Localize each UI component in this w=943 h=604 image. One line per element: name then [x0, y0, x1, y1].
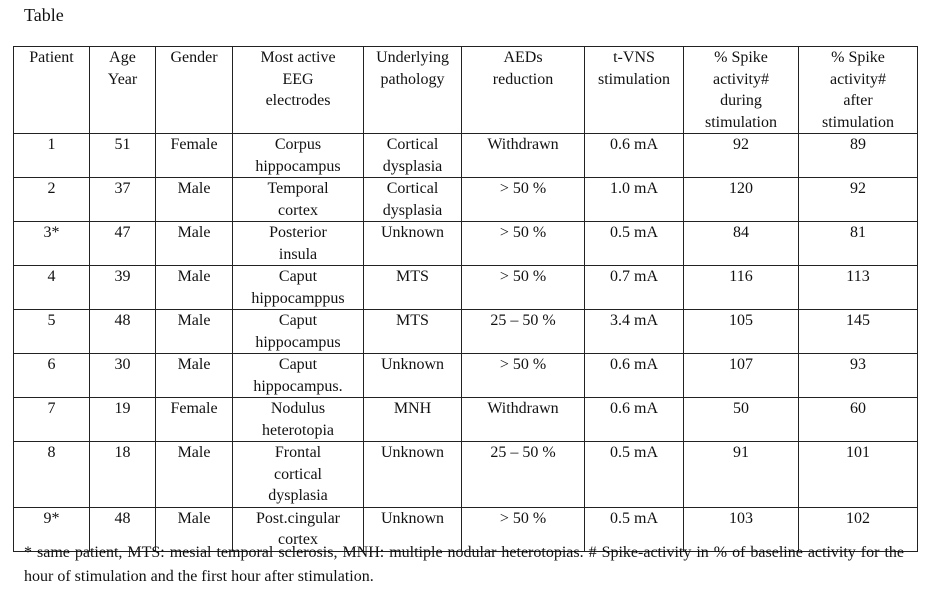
- table-cell: [684, 354, 799, 398]
- table-row: [14, 222, 918, 266]
- table-cell: [462, 442, 585, 508]
- cell-line: stimulation: [822, 113, 894, 131]
- table-cell: [14, 134, 90, 178]
- cell-line: Unknown: [380, 224, 445, 241]
- cell-line: 0.7 mA: [610, 268, 658, 285]
- table-cell: [90, 222, 156, 266]
- table-cell: [799, 178, 918, 222]
- cell-line: 51: [114, 136, 131, 153]
- table-body: [14, 134, 918, 552]
- cell-line: 60: [850, 400, 866, 417]
- table-cell: [684, 442, 799, 508]
- table-cell: [684, 178, 799, 222]
- table-row: [14, 266, 918, 310]
- cell-line: 37: [114, 180, 131, 197]
- cell-line: 30: [114, 356, 131, 373]
- cell-line: electrodes: [265, 92, 331, 109]
- cell-line: 39: [114, 268, 131, 285]
- cell-line: 0.5 mA: [610, 444, 658, 461]
- cell-line: dysplasia: [268, 487, 328, 504]
- cell-line: Caput: [278, 356, 318, 373]
- cell-line: Male: [177, 444, 211, 461]
- cell-line: 92: [733, 136, 749, 153]
- cell-line: during: [720, 92, 762, 109]
- cell-line: 93: [850, 356, 866, 373]
- table-cell: [14, 398, 90, 442]
- cell-line: after: [843, 92, 873, 109]
- cell-line: Patient: [29, 49, 74, 66]
- cell-line: 48: [114, 509, 131, 527]
- table-cell: [462, 178, 585, 222]
- cell-line: dysplasia: [382, 201, 443, 219]
- cell-line: dysplasia: [382, 157, 443, 175]
- cell-line: 0.6 mA: [610, 136, 658, 153]
- table-cell: [90, 442, 156, 508]
- table-cell: [585, 178, 684, 222]
- table-cell: [684, 398, 799, 442]
- table-cell: [364, 134, 462, 178]
- cell-line: insula: [278, 245, 318, 263]
- cell-line: 89: [850, 136, 866, 153]
- column-header: [156, 47, 233, 134]
- cell-line: Age: [109, 49, 136, 66]
- cell-line: hippocampus: [255, 333, 341, 351]
- column-header: [90, 47, 156, 134]
- column-header: [364, 47, 462, 134]
- table-cell: [90, 134, 156, 178]
- cell-line: Temporal: [267, 180, 329, 197]
- cell-line: 84: [733, 224, 749, 241]
- cell-line: Nodulus: [270, 400, 326, 417]
- cell-line: Most active: [260, 49, 336, 66]
- cell-line: 4: [47, 268, 56, 285]
- table-cell: [364, 398, 462, 442]
- cell-line: 7: [47, 400, 56, 417]
- table-cell: [585, 134, 684, 178]
- table-cell: [156, 222, 233, 266]
- cell-line: 116: [729, 268, 753, 285]
- table-cell: [14, 222, 90, 266]
- cell-line: hippocampus.: [253, 377, 343, 395]
- table-cell: [364, 178, 462, 222]
- table-cell: [364, 310, 462, 354]
- cell-line: Year: [107, 70, 138, 88]
- cell-line: AEDs: [503, 49, 543, 66]
- cell-line: MNH: [393, 400, 432, 417]
- table-cell: [233, 398, 364, 442]
- cell-line: Male: [177, 180, 211, 197]
- cell-line: Female: [170, 136, 218, 153]
- cell-line: Posterior: [269, 224, 327, 241]
- table-cell: [364, 222, 462, 266]
- column-header: [462, 47, 585, 134]
- table-cell: [14, 266, 90, 310]
- table-cell: [462, 266, 585, 310]
- table-cell: [799, 354, 918, 398]
- cell-line: > 50 %: [499, 509, 547, 527]
- cell-line: 102: [846, 509, 870, 527]
- table-cell: [233, 222, 364, 266]
- cell-line: stimulation: [705, 113, 777, 131]
- cell-line: % Spike: [831, 49, 885, 66]
- cell-line: 120: [729, 180, 753, 197]
- table-cell: [585, 266, 684, 310]
- cell-line: 25 – 50 %: [490, 444, 556, 461]
- table-cell: [364, 354, 462, 398]
- table-cell: [585, 222, 684, 266]
- cell-line: Caput: [278, 268, 318, 285]
- cell-line: 25 – 50 %: [490, 312, 556, 329]
- table-cell: [14, 178, 90, 222]
- cell-line: Male: [177, 509, 211, 527]
- cell-line: Withdrawn: [487, 400, 559, 417]
- table-cell: [233, 442, 364, 508]
- cell-line: 50: [733, 400, 749, 417]
- cell-line: Male: [177, 356, 211, 373]
- table-cell: [364, 266, 462, 310]
- table-cell: [90, 266, 156, 310]
- column-header: [585, 47, 684, 134]
- table-row: [14, 310, 918, 354]
- cell-line: Corpus: [274, 136, 322, 153]
- table-cell: [90, 310, 156, 354]
- cell-line: MTS: [396, 312, 429, 329]
- cell-line: Caput: [278, 312, 318, 329]
- table-cell: [462, 222, 585, 266]
- patient-table: [13, 46, 918, 552]
- column-header: [14, 47, 90, 134]
- cell-line: Frontal: [274, 444, 322, 461]
- table-cell: [799, 398, 918, 442]
- table-cell: [90, 354, 156, 398]
- table-cell: [14, 310, 90, 354]
- cell-line: > 50 %: [499, 268, 547, 285]
- table-cell: [156, 398, 233, 442]
- cell-line: Cortical: [386, 180, 439, 197]
- cell-line: 3.4 mA: [610, 312, 658, 329]
- table-cell: [233, 310, 364, 354]
- cell-line: MTS: [396, 268, 429, 285]
- column-header: [233, 47, 364, 134]
- table-cell: [233, 266, 364, 310]
- cell-line: hippocamppus: [251, 289, 345, 307]
- table-cell: [684, 222, 799, 266]
- cell-line: 107: [729, 356, 753, 373]
- table-cell: [462, 134, 585, 178]
- cell-line: Gender: [170, 49, 218, 66]
- cell-line: Cortical: [386, 136, 439, 153]
- column-header: [799, 47, 918, 134]
- table-cell: [799, 222, 918, 266]
- table-cell: [90, 178, 156, 222]
- table-cell: [156, 354, 233, 398]
- cell-line: 101: [846, 444, 870, 461]
- cell-line: Unknown: [380, 444, 445, 461]
- table-row: [14, 398, 918, 442]
- table-cell: [90, 398, 156, 442]
- table-cell: [585, 398, 684, 442]
- table-cell: [799, 442, 918, 508]
- table-cell: [364, 442, 462, 508]
- cell-line: 9*: [43, 509, 60, 527]
- table-row: [14, 442, 918, 508]
- cell-line: 6: [47, 356, 56, 373]
- table-cell: [156, 266, 233, 310]
- table-cell: [156, 134, 233, 178]
- table-cell: [585, 442, 684, 508]
- table-cell: [462, 310, 585, 354]
- cell-line: 0.5 mA: [610, 509, 658, 527]
- table-cell: [156, 310, 233, 354]
- table-cell: [799, 266, 918, 310]
- cell-line: % Spike: [714, 49, 768, 66]
- table-cell: [156, 178, 233, 222]
- cell-line: 91: [733, 444, 749, 461]
- cell-line: > 50 %: [499, 180, 547, 197]
- cell-line: 0.5 mA: [610, 224, 658, 241]
- cell-line: 81: [850, 224, 866, 241]
- cell-line: 2: [47, 180, 56, 197]
- header-row: [14, 47, 918, 134]
- table-row: [14, 354, 918, 398]
- cell-line: 105: [729, 312, 753, 329]
- table-cell: [233, 134, 364, 178]
- cell-line: > 50 %: [499, 356, 547, 373]
- cell-line: 19: [114, 400, 131, 417]
- cell-line: 18: [114, 444, 131, 461]
- cell-line: hippocampus: [255, 157, 341, 175]
- cell-line: 92: [850, 180, 866, 197]
- cell-line: Female: [170, 400, 218, 417]
- table-footnote: * same patient, MTS: mesial temporal sclerosis, MNH: multiple nodular heterotopias. # Spike-activity in % of baseline activity for the hour of stimulation and the first hour after stimulation.: [24, 544, 904, 585]
- cell-line: 103: [729, 509, 753, 527]
- table-cell: [684, 266, 799, 310]
- cell-line: EEG: [282, 70, 314, 88]
- cell-line: 0.6 mA: [610, 400, 658, 417]
- table-cell: [799, 310, 918, 354]
- cell-line: Underlying: [376, 49, 449, 66]
- cell-line: 0.6 mA: [610, 356, 658, 373]
- column-header: [684, 47, 799, 134]
- cell-line: 8: [47, 444, 56, 461]
- cell-line: 48: [114, 312, 131, 329]
- cell-line: Unknown: [380, 509, 445, 527]
- cell-line: pathology: [380, 70, 445, 88]
- cell-line: Male: [177, 268, 211, 285]
- cell-line: cortex: [278, 531, 318, 548]
- cell-line: heterotopia: [262, 421, 334, 439]
- table-cell: [233, 354, 364, 398]
- table-cell: [684, 134, 799, 178]
- table-cell: [156, 442, 233, 508]
- cell-line: cortical: [274, 465, 322, 483]
- table-row: [14, 134, 918, 178]
- table-cell: [462, 398, 585, 442]
- cell-line: t-VNS: [613, 49, 655, 66]
- cell-line: activity#: [830, 70, 886, 88]
- table-cell: [799, 134, 918, 178]
- cell-line: activity#: [713, 70, 769, 88]
- cell-line: 1.0 mA: [610, 180, 658, 197]
- table-cell: [585, 354, 684, 398]
- table-cell: [462, 354, 585, 398]
- cell-line: Male: [177, 224, 211, 241]
- cell-line: 113: [846, 268, 870, 285]
- cell-line: 47: [114, 224, 131, 241]
- cell-line: Unknown: [380, 356, 445, 373]
- cell-line: stimulation: [598, 70, 670, 88]
- table-title: Table: [24, 5, 64, 25]
- table-cell: [233, 178, 364, 222]
- table-row: [14, 178, 918, 222]
- table-cell: [684, 310, 799, 354]
- cell-line: 1: [47, 136, 56, 153]
- cell-line: > 50 %: [499, 224, 547, 241]
- table-cell: [14, 442, 90, 508]
- table-cell: [585, 310, 684, 354]
- cell-line: Male: [177, 312, 211, 329]
- cell-line: 3*: [43, 224, 60, 241]
- cell-line: Post.cingular: [256, 509, 340, 527]
- cell-line: cortex: [278, 201, 318, 219]
- table-cell: [14, 354, 90, 398]
- cell-line: reduction: [492, 70, 554, 88]
- cell-line: 145: [846, 312, 870, 329]
- cell-line: 5: [47, 312, 56, 329]
- cell-line: Withdrawn: [487, 136, 559, 153]
